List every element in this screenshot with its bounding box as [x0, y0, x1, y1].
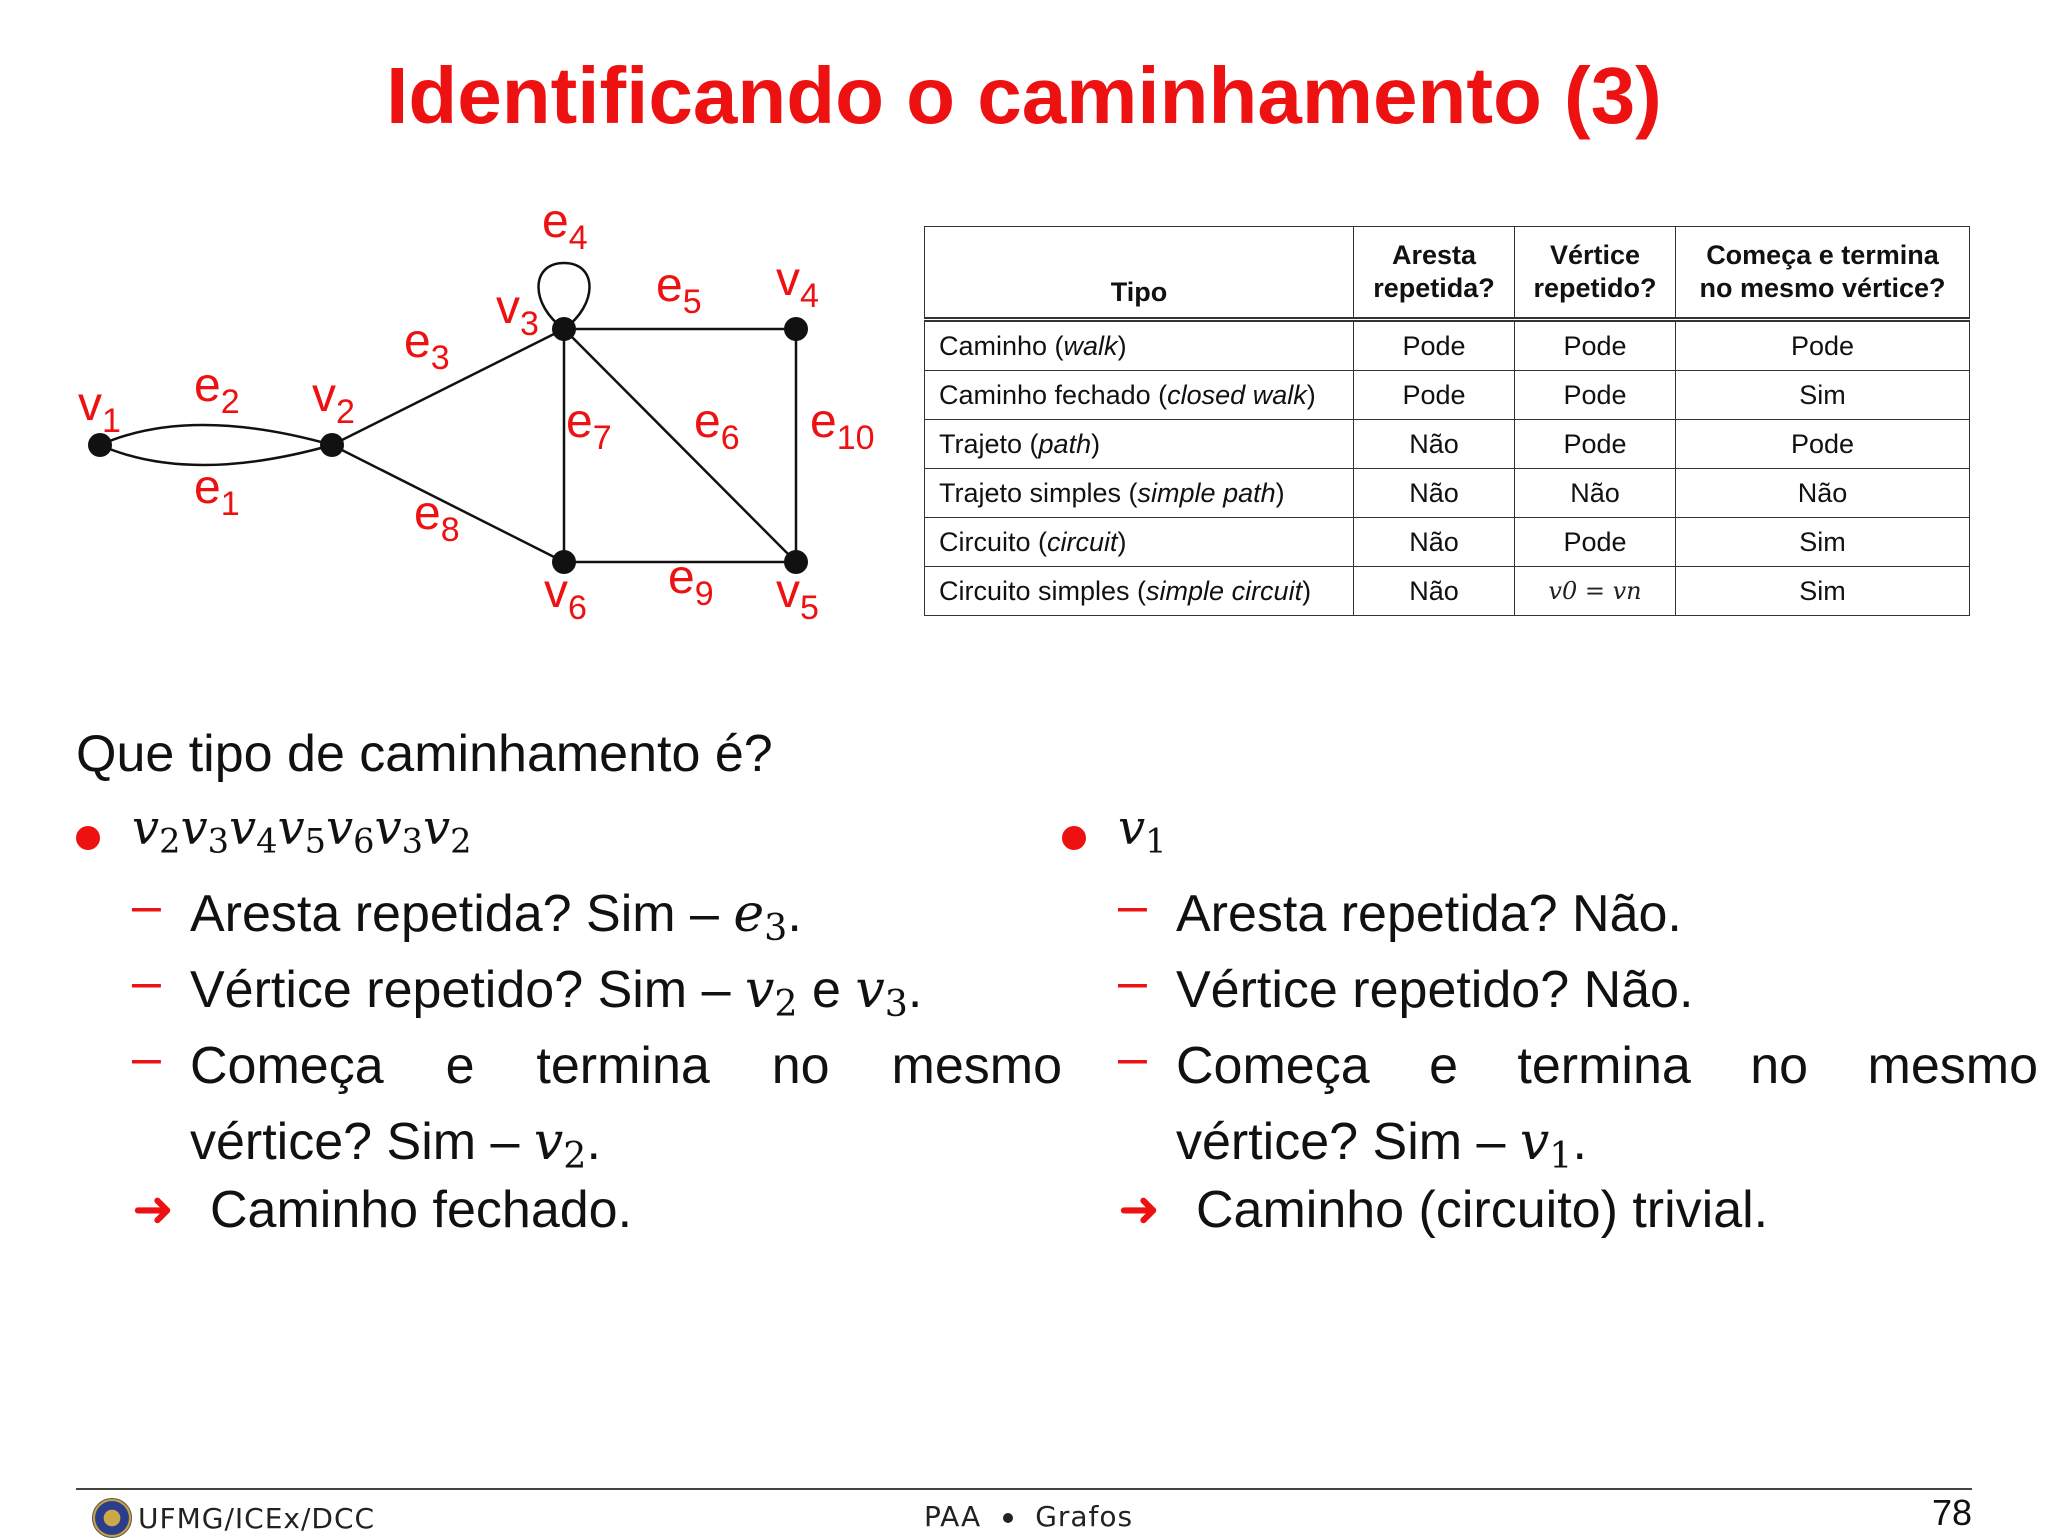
table-row: [925, 420, 1970, 469]
list-item: [76, 1028, 1062, 1180]
list-item: [1062, 876, 1982, 952]
cell-comeca: Pode: [1676, 320, 1970, 371]
right-column: [1062, 800, 2038, 1256]
question-text: Que tipo de caminhamento é?: [76, 725, 773, 783]
list-item: [76, 952, 996, 1028]
vertex-v2: [320, 433, 344, 457]
table-row: [925, 320, 1970, 371]
dash-marker: –: [1118, 1029, 1147, 1087]
cell-comeca: Sim: [1676, 567, 1970, 616]
university-seal-icon: [92, 1498, 132, 1538]
item-text: Vértice repetido? Sim – $v_2$ e $v_3$.: [190, 960, 923, 1026]
label-e7: $e_7$: [566, 395, 612, 457]
label-v1: $v_1$: [78, 378, 121, 440]
cell-tipo: Trajeto simples (simple path): [925, 469, 1354, 518]
cell-comeca: Pode: [1676, 420, 1970, 469]
left-column: [76, 800, 1062, 1256]
cell-tipo: Trajeto (path): [925, 420, 1354, 469]
cell-tipo: Caminho fechado (closed walk): [925, 371, 1354, 420]
label-e5: $e_5$: [656, 259, 702, 321]
table-row: [925, 518, 1970, 567]
label-v2: $v_2$: [312, 369, 355, 431]
cell-tipo: Circuito simples (simple circuit): [925, 567, 1354, 616]
label-e8: $e_8$: [414, 487, 460, 549]
walk-bullet: [76, 800, 996, 876]
cell-tipo: Caminho (walk): [925, 320, 1354, 371]
vertex-v3: [552, 317, 576, 341]
course-text: PAA: [924, 1500, 982, 1533]
walk-types-table: [924, 226, 1970, 616]
footer-institution: [92, 1496, 375, 1540]
label-e9: $e_9$: [668, 551, 714, 613]
label-e3: $e_3$: [404, 315, 450, 377]
dash-marker: –: [132, 877, 161, 935]
graph-diagram: [60, 195, 900, 635]
dash-marker: –: [1118, 877, 1147, 935]
label-e2: $e_2$: [194, 359, 240, 421]
item-text: Aresta repetida? Sim – $e_3$.: [190, 884, 802, 950]
item-text: Aresta repetida? Não.: [1176, 885, 1682, 943]
conclusion-row: [76, 1180, 996, 1256]
dash-marker: –: [1118, 953, 1147, 1011]
table-row: [925, 371, 1970, 420]
walk-bullet: [1062, 800, 1982, 876]
cell-aresta: Não: [1354, 518, 1515, 567]
cell-comeca: Não: [1676, 469, 1970, 518]
cell-aresta: Pode: [1354, 320, 1515, 371]
cell-aresta: Pode: [1354, 371, 1515, 420]
item-text: Começa e termina no mesmo vértice? Sim – $v_2$.: [190, 1037, 1062, 1178]
institution-text: UFMG/ICEx/DCC: [138, 1501, 376, 1535]
walk-sequence: $v_2v_3v_4v_5v_6v_3v_2$: [132, 800, 472, 861]
cell-vertice: Pode: [1515, 518, 1676, 567]
dash-marker: –: [132, 1029, 161, 1087]
cell-aresta: Não: [1354, 567, 1515, 616]
header-tipo: Tipo: [925, 227, 1354, 320]
cell-aresta: Não: [1354, 420, 1515, 469]
topic-text: Grafos: [1035, 1500, 1134, 1533]
page-number: 78: [1931, 1492, 1972, 1533]
label-e10: $e_{10}$: [810, 395, 875, 457]
cell-comeca: Sim: [1676, 371, 1970, 420]
cell-tipo: Circuito (circuit): [925, 518, 1354, 567]
label-e6: $e_6$: [694, 395, 740, 457]
slide-title: Identificando o caminhamento (3): [386, 51, 1662, 140]
header-vertice: Vértice repetido?: [1515, 227, 1676, 320]
label-v5: $v_5$: [776, 565, 819, 627]
footer-divider: [76, 1488, 1972, 1490]
dash-marker: –: [132, 953, 161, 1011]
label-e4: $e_4$: [542, 195, 588, 257]
arrow-icon: ➜: [1118, 1180, 1160, 1238]
conclusion-text: Caminho (circuito) trivial.: [1196, 1181, 1769, 1239]
footer-course: [924, 1500, 1133, 1533]
cell-vertice: Pode: [1515, 320, 1676, 371]
label-v6: $v_6$: [544, 565, 587, 627]
label-v4: $v_4$: [776, 253, 819, 315]
table-row: [925, 567, 1970, 616]
cell-aresta: Não: [1354, 469, 1515, 518]
cell-vertice: Não: [1515, 469, 1676, 518]
bullet-dot: [1062, 826, 1086, 850]
vertex-v4: [784, 317, 808, 341]
bullet-separator-icon: [1003, 1513, 1013, 1523]
header-aresta: Aresta repetida?: [1354, 227, 1515, 320]
edge-e2: [100, 425, 332, 445]
item-text: Começa e termina no mesmo vértice? Sim – $v_1$.: [1176, 1037, 2038, 1178]
conclusion-row: [1062, 1180, 1982, 1256]
list-item: [76, 876, 996, 952]
cell-vertice: Pode: [1515, 371, 1676, 420]
table-row: [925, 469, 1970, 518]
header-comeca: Começa e termina no mesmo vértice?: [1676, 227, 1970, 320]
cell-vertice: Pode: [1515, 420, 1676, 469]
label-v3: $v_3$: [496, 281, 539, 343]
list-item: [1062, 952, 1982, 1028]
walk-sequence: $v_1$: [1118, 800, 1167, 861]
arrow-icon: ➜: [132, 1180, 174, 1238]
bullet-dot: [76, 826, 100, 850]
list-item: [1062, 1028, 2038, 1180]
item-text: Vértice repetido? Não.: [1176, 961, 1694, 1019]
cell-comeca: Sim: [1676, 518, 1970, 567]
conclusion-text: Caminho fechado.: [210, 1181, 633, 1239]
table-header-row: [925, 227, 1970, 320]
cell-vertice: v0 = vn: [1515, 567, 1676, 616]
label-e1: $e_1$: [194, 461, 240, 523]
